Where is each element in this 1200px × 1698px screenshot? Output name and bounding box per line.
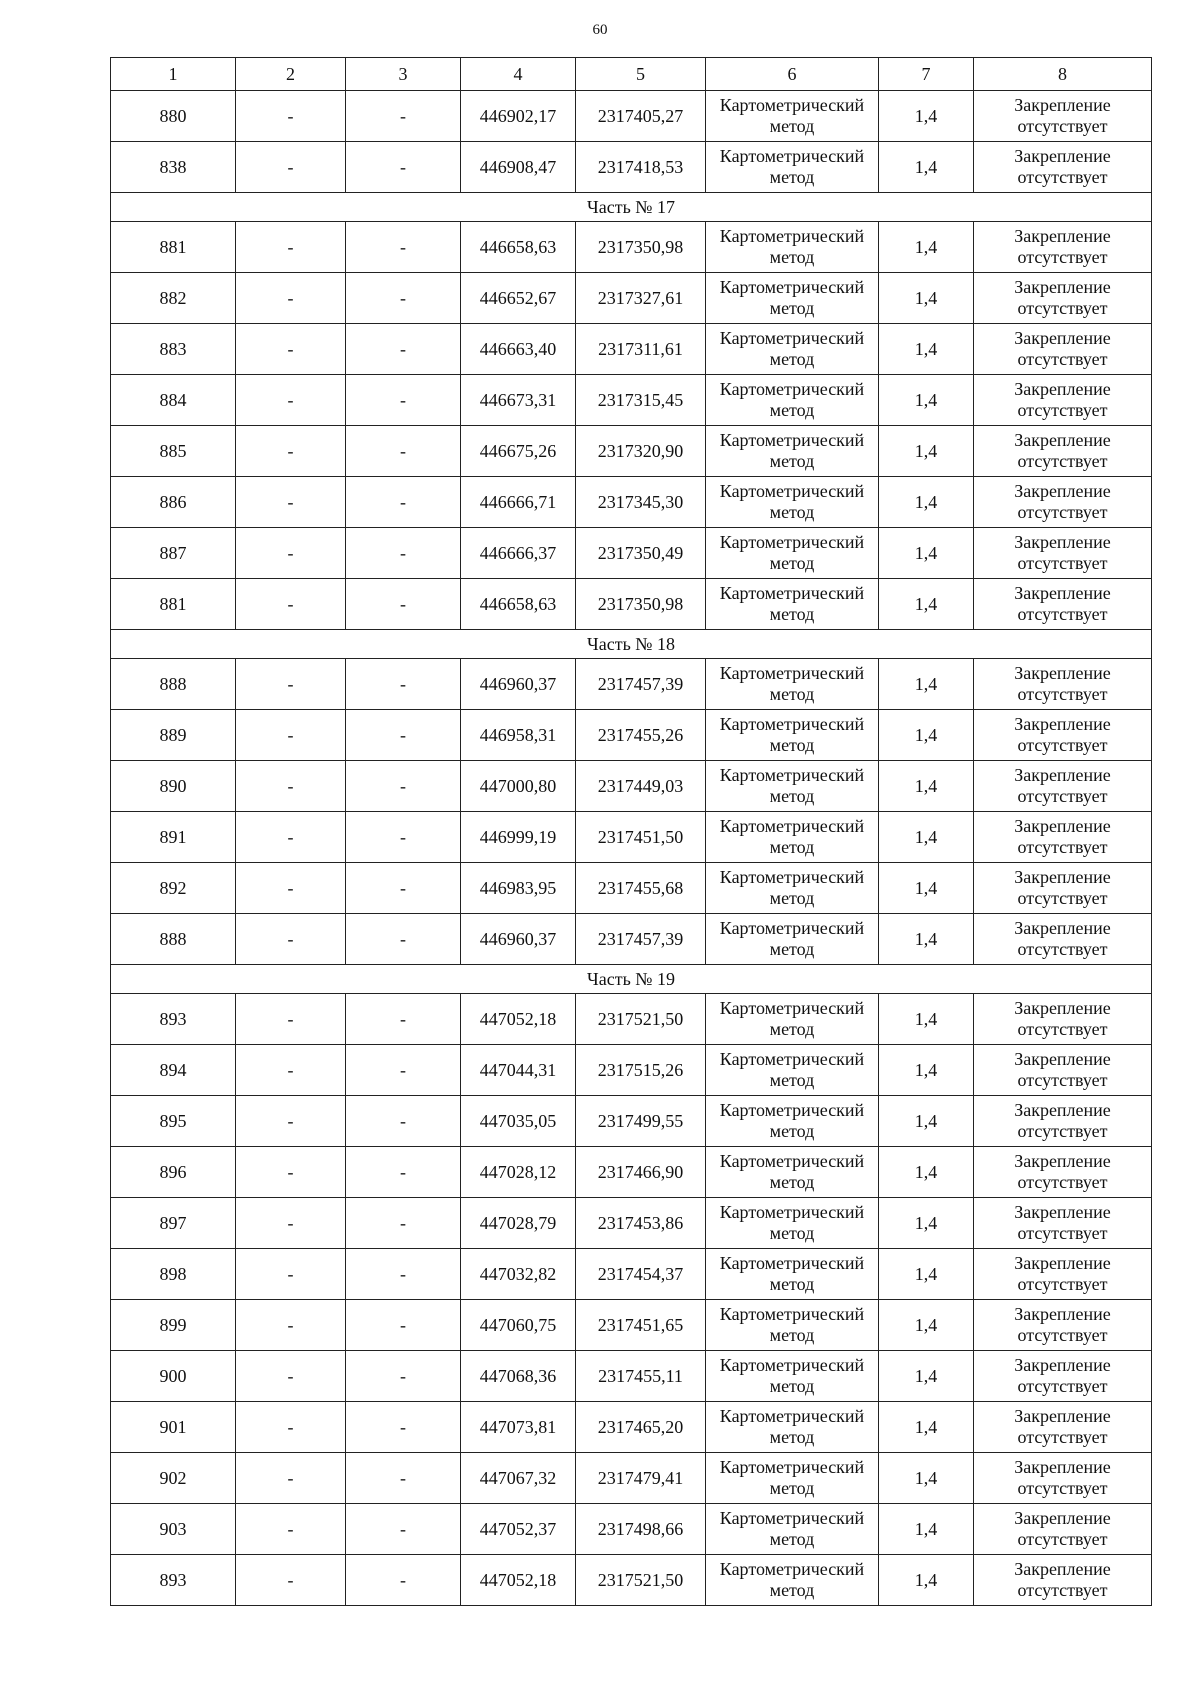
point-number: 883 [111, 324, 236, 375]
coord-y: 2317455,68 [576, 863, 706, 914]
accuracy: 1,4 [879, 528, 974, 579]
coord-x: 446663,40 [461, 324, 576, 375]
fixing-description: Закрепление отсутствует [974, 1300, 1152, 1351]
table-row [111, 1504, 1152, 1555]
method: Картометрический метод [706, 1249, 879, 1300]
coord-x: 446902,17 [461, 91, 576, 142]
fixing-description: Закрепление отсутствует [974, 222, 1152, 273]
column-header: 6 [706, 58, 879, 91]
method: Картометрический метод [706, 477, 879, 528]
coord-x: 447052,18 [461, 994, 576, 1045]
table-row [111, 1249, 1152, 1300]
coord-y: 2317311,61 [576, 324, 706, 375]
point-number: 886 [111, 477, 236, 528]
fixing-description: Закрепление отсутствует [974, 659, 1152, 710]
coord-x: 447052,37 [461, 1504, 576, 1555]
col-2: - [236, 579, 346, 630]
fixing-description: Закрепление отсутствует [974, 914, 1152, 965]
col-3: - [346, 1147, 461, 1198]
col-2: - [236, 1147, 346, 1198]
col-2: - [236, 812, 346, 863]
method: Картометрический метод [706, 528, 879, 579]
point-number: 900 [111, 1351, 236, 1402]
coord-y: 2317521,50 [576, 1555, 706, 1606]
fixing-description: Закрепление отсутствует [974, 1249, 1152, 1300]
accuracy: 1,4 [879, 222, 974, 273]
column-header: 5 [576, 58, 706, 91]
col-2: - [236, 142, 346, 193]
col-3: - [346, 273, 461, 324]
method: Картометрический метод [706, 142, 879, 193]
table-row [111, 1096, 1152, 1147]
part-heading-row [111, 965, 1152, 994]
col-3: - [346, 1504, 461, 1555]
coord-y: 2317515,26 [576, 1045, 706, 1096]
col-2: - [236, 528, 346, 579]
column-header: 2 [236, 58, 346, 91]
fixing-description: Закрепление отсутствует [974, 375, 1152, 426]
col-3: - [346, 426, 461, 477]
coord-x: 446908,47 [461, 142, 576, 193]
coord-y: 2317479,41 [576, 1453, 706, 1504]
accuracy: 1,4 [879, 863, 974, 914]
fixing-description: Закрепление отсутствует [974, 812, 1152, 863]
col-3: - [346, 1045, 461, 1096]
coord-y: 2317315,45 [576, 375, 706, 426]
method: Картометрический метод [706, 273, 879, 324]
coord-y: 2317457,39 [576, 914, 706, 965]
coord-y: 2317499,55 [576, 1096, 706, 1147]
fixing-description: Закрепление отсутствует [974, 1198, 1152, 1249]
coord-x: 446983,95 [461, 863, 576, 914]
point-number: 889 [111, 710, 236, 761]
fixing-description: Закрепление отсутствует [974, 324, 1152, 375]
coord-x: 446666,37 [461, 528, 576, 579]
fixing-description: Закрепление отсутствует [974, 1402, 1152, 1453]
coord-y: 2317498,66 [576, 1504, 706, 1555]
method: Картометрический метод [706, 426, 879, 477]
col-2: - [236, 477, 346, 528]
accuracy: 1,4 [879, 761, 974, 812]
coord-y: 2317455,11 [576, 1351, 706, 1402]
table-row [111, 710, 1152, 761]
table-row [111, 273, 1152, 324]
fixing-description: Закрепление отсутствует [974, 426, 1152, 477]
method: Картометрический метод [706, 1402, 879, 1453]
accuracy: 1,4 [879, 1249, 974, 1300]
col-3: - [346, 142, 461, 193]
accuracy: 1,4 [879, 1045, 974, 1096]
accuracy: 1,4 [879, 477, 974, 528]
col-2: - [236, 1249, 346, 1300]
part-heading: Часть № 17 [111, 193, 1152, 222]
method: Картометрический метод [706, 1453, 879, 1504]
point-number: 885 [111, 426, 236, 477]
col-3: - [346, 375, 461, 426]
accuracy: 1,4 [879, 324, 974, 375]
coord-x: 447000,80 [461, 761, 576, 812]
column-header: 7 [879, 58, 974, 91]
method: Картометрический метод [706, 812, 879, 863]
coord-y: 2317454,37 [576, 1249, 706, 1300]
coord-x: 446960,37 [461, 914, 576, 965]
col-2: - [236, 1555, 346, 1606]
fixing-description: Закрепление отсутствует [974, 579, 1152, 630]
point-number: 903 [111, 1504, 236, 1555]
col-3: - [346, 863, 461, 914]
col-2: - [236, 1453, 346, 1504]
coord-x: 447060,75 [461, 1300, 576, 1351]
col-3: - [346, 710, 461, 761]
table-row [111, 1198, 1152, 1249]
fixing-description: Закрепление отсутствует [974, 1045, 1152, 1096]
coord-x: 447032,82 [461, 1249, 576, 1300]
accuracy: 1,4 [879, 1453, 974, 1504]
col-2: - [236, 1300, 346, 1351]
part-heading-row [111, 193, 1152, 222]
coord-x: 447068,36 [461, 1351, 576, 1402]
column-header: 8 [974, 58, 1152, 91]
coord-y: 2317350,98 [576, 222, 706, 273]
table-row [111, 426, 1152, 477]
col-2: - [236, 1096, 346, 1147]
point-number: 880 [111, 91, 236, 142]
coord-y: 2317449,03 [576, 761, 706, 812]
coord-x: 447028,79 [461, 1198, 576, 1249]
table-row [111, 477, 1152, 528]
table-row [111, 1300, 1152, 1351]
point-number: 894 [111, 1045, 236, 1096]
point-number: 838 [111, 142, 236, 193]
coord-x: 447052,18 [461, 1555, 576, 1606]
table-row [111, 1555, 1152, 1606]
col-2: - [236, 914, 346, 965]
coord-y: 2317451,65 [576, 1300, 706, 1351]
point-number: 890 [111, 761, 236, 812]
col-2: - [236, 1504, 346, 1555]
accuracy: 1,4 [879, 273, 974, 324]
coord-x: 446652,67 [461, 273, 576, 324]
coord-x: 446999,19 [461, 812, 576, 863]
table-row [111, 1453, 1152, 1504]
method: Картометрический метод [706, 710, 879, 761]
fixing-description: Закрепление отсутствует [974, 1351, 1152, 1402]
table-row [111, 1147, 1152, 1198]
fixing-description: Закрепление отсутствует [974, 994, 1152, 1045]
method: Картометрический метод [706, 863, 879, 914]
fixing-description: Закрепление отсутствует [974, 1453, 1152, 1504]
col-2: - [236, 710, 346, 761]
fixing-description: Закрепление отсутствует [974, 528, 1152, 579]
coord-y: 2317327,61 [576, 273, 706, 324]
method: Картометрический метод [706, 1045, 879, 1096]
accuracy: 1,4 [879, 1147, 974, 1198]
table-row [111, 659, 1152, 710]
col-2: - [236, 222, 346, 273]
coord-y: 2317451,50 [576, 812, 706, 863]
method: Картометрический метод [706, 579, 879, 630]
point-number: 887 [111, 528, 236, 579]
method: Картометрический метод [706, 91, 879, 142]
method: Картометрический метод [706, 222, 879, 273]
fixing-description: Закрепление отсутствует [974, 1504, 1152, 1555]
col-3: - [346, 528, 461, 579]
point-number: 902 [111, 1453, 236, 1504]
col-3: - [346, 1453, 461, 1504]
col-3: - [346, 659, 461, 710]
point-number: 888 [111, 914, 236, 965]
col-3: - [346, 579, 461, 630]
fixing-description: Закрепление отсутствует [974, 1096, 1152, 1147]
coord-x: 447044,31 [461, 1045, 576, 1096]
col-3: - [346, 1402, 461, 1453]
fixing-description: Закрепление отсутствует [974, 761, 1152, 812]
header-row [111, 58, 1152, 91]
coord-y: 2317350,49 [576, 528, 706, 579]
part-heading: Часть № 19 [111, 965, 1152, 994]
col-3: - [346, 91, 461, 142]
page-number: 60 [592, 22, 608, 38]
col-2: - [236, 375, 346, 426]
col-3: - [346, 324, 461, 375]
point-number: 892 [111, 863, 236, 914]
coord-y: 2317453,86 [576, 1198, 706, 1249]
point-number: 893 [111, 994, 236, 1045]
point-number: 891 [111, 812, 236, 863]
col-3: - [346, 914, 461, 965]
method: Картометрический метод [706, 1504, 879, 1555]
method: Картометрический метод [706, 375, 879, 426]
accuracy: 1,4 [879, 1096, 974, 1147]
column-header: 4 [461, 58, 576, 91]
col-2: - [236, 863, 346, 914]
col-2: - [236, 659, 346, 710]
coord-y: 2317405,27 [576, 91, 706, 142]
accuracy: 1,4 [879, 994, 974, 1045]
coord-x: 447073,81 [461, 1402, 576, 1453]
coord-y: 2317350,98 [576, 579, 706, 630]
coord-x: 446960,37 [461, 659, 576, 710]
point-number: 882 [111, 273, 236, 324]
coord-y: 2317521,50 [576, 994, 706, 1045]
col-3: - [346, 994, 461, 1045]
point-number: 898 [111, 1249, 236, 1300]
fixing-description: Закрепление отсутствует [974, 1147, 1152, 1198]
col-3: - [346, 812, 461, 863]
accuracy: 1,4 [879, 1198, 974, 1249]
col-2: - [236, 1402, 346, 1453]
accuracy: 1,4 [879, 914, 974, 965]
point-number: 884 [111, 375, 236, 426]
coordinates-table [110, 57, 1152, 1606]
point-number: 881 [111, 222, 236, 273]
accuracy: 1,4 [879, 1402, 974, 1453]
accuracy: 1,4 [879, 812, 974, 863]
table-body [111, 58, 1152, 1606]
coord-y: 2317465,20 [576, 1402, 706, 1453]
col-3: - [346, 1096, 461, 1147]
col-2: - [236, 994, 346, 1045]
table-row [111, 1045, 1152, 1096]
table-row [111, 1402, 1152, 1453]
coord-x: 446658,63 [461, 579, 576, 630]
table-row [111, 142, 1152, 193]
col-2: - [236, 91, 346, 142]
method: Картометрический метод [706, 1555, 879, 1606]
col-3: - [346, 1300, 461, 1351]
col-2: - [236, 1351, 346, 1402]
col-2: - [236, 273, 346, 324]
col-2: - [236, 324, 346, 375]
accuracy: 1,4 [879, 426, 974, 477]
point-number: 899 [111, 1300, 236, 1351]
col-3: - [346, 761, 461, 812]
part-heading-row [111, 630, 1152, 659]
method: Картометрический метод [706, 994, 879, 1045]
accuracy: 1,4 [879, 1504, 974, 1555]
method: Картометрический метод [706, 659, 879, 710]
coord-x: 446673,31 [461, 375, 576, 426]
col-3: - [346, 1351, 461, 1402]
point-number: 897 [111, 1198, 236, 1249]
table-row [111, 761, 1152, 812]
table-row [111, 375, 1152, 426]
coord-y: 2317418,53 [576, 142, 706, 193]
table-row [111, 324, 1152, 375]
method: Картометрический метод [706, 1147, 879, 1198]
coord-y: 2317345,30 [576, 477, 706, 528]
col-3: - [346, 1555, 461, 1606]
col-2: - [236, 1198, 346, 1249]
coord-x: 447035,05 [461, 1096, 576, 1147]
col-3: - [346, 1249, 461, 1300]
coord-x: 447028,12 [461, 1147, 576, 1198]
col-2: - [236, 426, 346, 477]
accuracy: 1,4 [879, 579, 974, 630]
column-header: 3 [346, 58, 461, 91]
method: Картометрический метод [706, 1198, 879, 1249]
point-number: 896 [111, 1147, 236, 1198]
fixing-description: Закрепление отсутствует [974, 710, 1152, 761]
col-3: - [346, 222, 461, 273]
accuracy: 1,4 [879, 659, 974, 710]
table-row [111, 1351, 1152, 1402]
part-heading: Часть № 18 [111, 630, 1152, 659]
point-number: 888 [111, 659, 236, 710]
fixing-description: Закрепление отсутствует [974, 863, 1152, 914]
fixing-description: Закрепление отсутствует [974, 477, 1152, 528]
point-number: 893 [111, 1555, 236, 1606]
accuracy: 1,4 [879, 1300, 974, 1351]
point-number: 881 [111, 579, 236, 630]
point-number: 901 [111, 1402, 236, 1453]
col-3: - [346, 477, 461, 528]
fixing-description: Закрепление отсутствует [974, 1555, 1152, 1606]
coord-x: 446658,63 [461, 222, 576, 273]
table-row [111, 863, 1152, 914]
coord-y: 2317455,26 [576, 710, 706, 761]
table-row [111, 914, 1152, 965]
accuracy: 1,4 [879, 1555, 974, 1606]
coord-x: 446675,26 [461, 426, 576, 477]
method: Картометрический метод [706, 761, 879, 812]
method: Картометрический метод [706, 914, 879, 965]
method: Картометрический метод [706, 1351, 879, 1402]
accuracy: 1,4 [879, 1351, 974, 1402]
method: Картометрический метод [706, 324, 879, 375]
column-header: 1 [111, 58, 236, 91]
coord-x: 446958,31 [461, 710, 576, 761]
point-number: 895 [111, 1096, 236, 1147]
table-row [111, 812, 1152, 863]
table-row [111, 91, 1152, 142]
coord-y: 2317466,90 [576, 1147, 706, 1198]
table-row [111, 579, 1152, 630]
accuracy: 1,4 [879, 710, 974, 761]
accuracy: 1,4 [879, 375, 974, 426]
accuracy: 1,4 [879, 91, 974, 142]
method: Картометрический метод [706, 1096, 879, 1147]
col-3: - [346, 1198, 461, 1249]
table-row [111, 994, 1152, 1045]
fixing-description: Закрепление отсутствует [974, 273, 1152, 324]
fixing-description: Закрепление отсутствует [974, 142, 1152, 193]
coord-x: 447067,32 [461, 1453, 576, 1504]
fixing-description: Закрепление отсутствует [974, 91, 1152, 142]
method: Картометрический метод [706, 1300, 879, 1351]
table-row [111, 528, 1152, 579]
accuracy: 1,4 [879, 142, 974, 193]
table-row [111, 222, 1152, 273]
col-2: - [236, 1045, 346, 1096]
col-2: - [236, 761, 346, 812]
coord-y: 2317320,90 [576, 426, 706, 477]
coord-x: 446666,71 [461, 477, 576, 528]
coord-y: 2317457,39 [576, 659, 706, 710]
